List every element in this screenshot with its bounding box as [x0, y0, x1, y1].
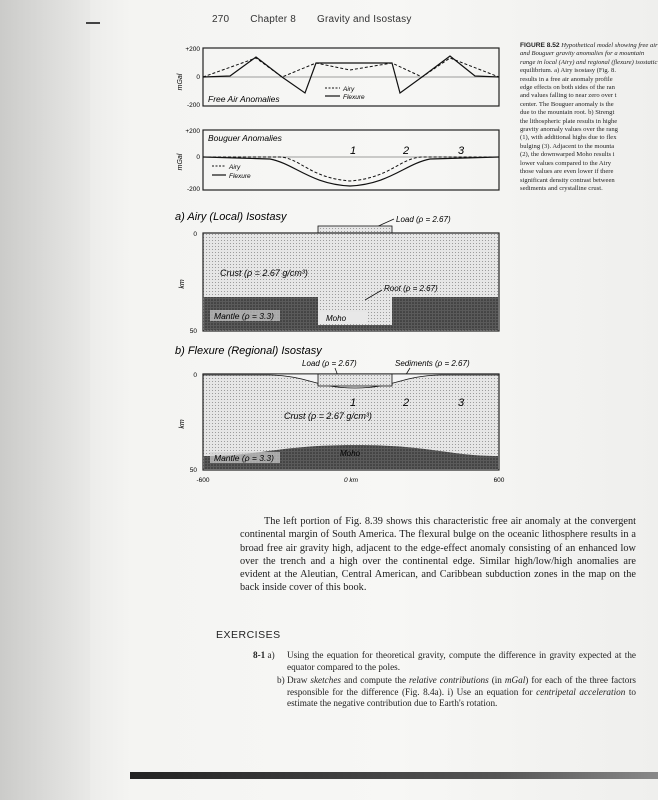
caption-line: those values are even lower if there	[520, 168, 614, 176]
legend-flexure: Flexure	[343, 94, 365, 101]
legend-flexure: Flexure	[229, 173, 251, 180]
load-label: Load (ρ = 2.67)	[302, 359, 357, 368]
caption-line: edge effects on both sides of the ran	[520, 84, 615, 92]
exercise-text: Draw sketches and compute the relative contributions (in mGal) for each of the three factors responsible for the difference (Fig. 8.4a). i) Use an equation for centripetal acceleration to estimate the negative contribution due to Earth's rotation.	[287, 675, 636, 709]
moho-label: Moho	[340, 449, 361, 458]
panel-title: b) Flexure (Regional) Isostasy	[175, 345, 322, 357]
chapter-label: Chapter 8	[250, 14, 296, 25]
ytick-min: -200	[186, 186, 200, 193]
x-tick-right: 600	[493, 477, 505, 484]
panel-airy-isostasy	[175, 211, 499, 335]
x-tick-left: -600	[196, 477, 210, 484]
root-label: Root (ρ = 2.67)	[384, 284, 438, 293]
caption-line: (1), with additional highs due to flex	[520, 134, 617, 142]
scan-shadow	[0, 0, 90, 800]
load-block	[318, 374, 392, 386]
moho-label: Moho	[326, 314, 347, 323]
x-tick-mid: 0 km	[343, 477, 359, 484]
panel-free-air	[177, 46, 499, 109]
crust-label: Crust (ρ = 2.67 g/cm³)	[284, 411, 372, 421]
load-block	[318, 226, 392, 233]
exercise-number: 8-1 a)	[253, 650, 275, 660]
legend-airy: Airy	[229, 164, 241, 171]
caption-lines	[520, 67, 658, 193]
marker-1: 1	[350, 397, 357, 409]
mantle-label: Mantle (ρ = 3.3)	[214, 453, 274, 463]
legend-airy: Airy	[343, 86, 355, 93]
caption-line: due to the mountain root. b) Strengt	[520, 109, 615, 117]
caption-title: Hypothetical model showing free air and Bouguer gravity anomalies for a mountain range in local (Airy) and regional (flexure) isostatic	[520, 42, 658, 66]
marker-2: 2	[403, 397, 410, 409]
caption-line: (2), the downwarped Moho results i	[520, 151, 615, 159]
y-axis-label: mGal	[177, 73, 184, 91]
ytick-zero: 0	[196, 74, 200, 81]
flexure-line	[203, 157, 499, 186]
depth-0: 0	[193, 372, 197, 379]
ytick-max: +200	[185, 46, 200, 53]
exercises-heading: EXERCISES	[216, 629, 281, 641]
caption-line: bulging (3). Adjacent to the mounta	[520, 142, 615, 150]
caption-line: lower values compared to the Airy	[520, 159, 612, 167]
panel-label: Free Air Anomalies	[208, 94, 280, 104]
exercise-sub-label: b)	[277, 675, 285, 685]
panel-label: Bouguer Anomalies	[208, 133, 282, 143]
scan-edge-strip	[130, 772, 658, 779]
depth-50: 50	[189, 328, 197, 335]
caption-line: sediments and crystalline crust.	[520, 184, 603, 192]
caption-label: FIGURE 8.52	[520, 42, 560, 49]
ytick-max: +200	[185, 128, 200, 135]
marker-2: 2	[403, 145, 410, 157]
panel-bouguer	[177, 128, 499, 193]
caption-line: and values falling to near zero over t	[520, 92, 617, 100]
ytick-zero: 0	[196, 154, 200, 161]
depth-0: 0	[193, 231, 197, 238]
y-axis-label: mGal	[177, 153, 184, 171]
ytick-min: -200	[186, 102, 200, 109]
marker-3: 3	[458, 145, 465, 157]
caption-line: center. The Bouguer anomaly is the	[520, 100, 614, 108]
depth-50: 50	[189, 467, 197, 474]
running-header	[212, 14, 430, 25]
scan-mark	[86, 22, 100, 24]
airy-line	[203, 58, 499, 77]
exercise-text: Using the equation for theoretical gravity, compute the difference in gravity expected at the equator compared to the poles.	[287, 650, 636, 672]
exercise-8-1a	[253, 650, 636, 673]
caption-line: gravity anomaly values over the rang	[520, 126, 618, 134]
chapter-title: Gravity and Isostasy	[316, 14, 412, 25]
crust-label: Crust (ρ = 2.67 g/cm³)	[220, 268, 308, 278]
caption-line: equilibrium. a) Airy isostasy (Fig. 8.	[520, 67, 616, 75]
caption-line: results in a free air anomaly profile	[520, 75, 613, 83]
isostasy-figure	[160, 38, 510, 488]
load-label: Load (ρ = 2.67)	[396, 215, 451, 224]
caption-line: the lithospheric plate results in highe	[520, 117, 618, 125]
caption-line: significant density contrast between	[520, 176, 615, 184]
body-paragraph: The left portion of Fig. 8.39 shows this characteristic free air anomaly at the convergent continental margin of South America. The flexural bulge on the oceanic lithosphere results in a broad free air gravity high, adjacent to the edge-effect anomaly consisting of an enhanced low over the trench and a high over the continental edge. Similar high/low/high anomalies are evident at the Aleutian, Central American, and Caribbean subduction zones in the map on the back inside cover of this book.	[240, 516, 636, 594]
sediments-label: Sediments (ρ = 2.67)	[395, 359, 470, 368]
caption-head	[520, 42, 658, 67]
y-axis-label: km	[179, 419, 186, 429]
marker-3: 3	[458, 397, 465, 409]
figure-caption	[520, 42, 658, 193]
page-number: 270	[212, 14, 230, 25]
marker-1: 1	[350, 145, 357, 157]
mantle-label: Mantle (ρ = 3.3)	[214, 311, 274, 321]
panel-flexure-isostasy	[175, 345, 505, 484]
y-axis-label: km	[179, 279, 186, 289]
panel-title: a) Airy (Local) Isostasy	[175, 211, 287, 223]
exercise-8-1b	[253, 675, 636, 710]
